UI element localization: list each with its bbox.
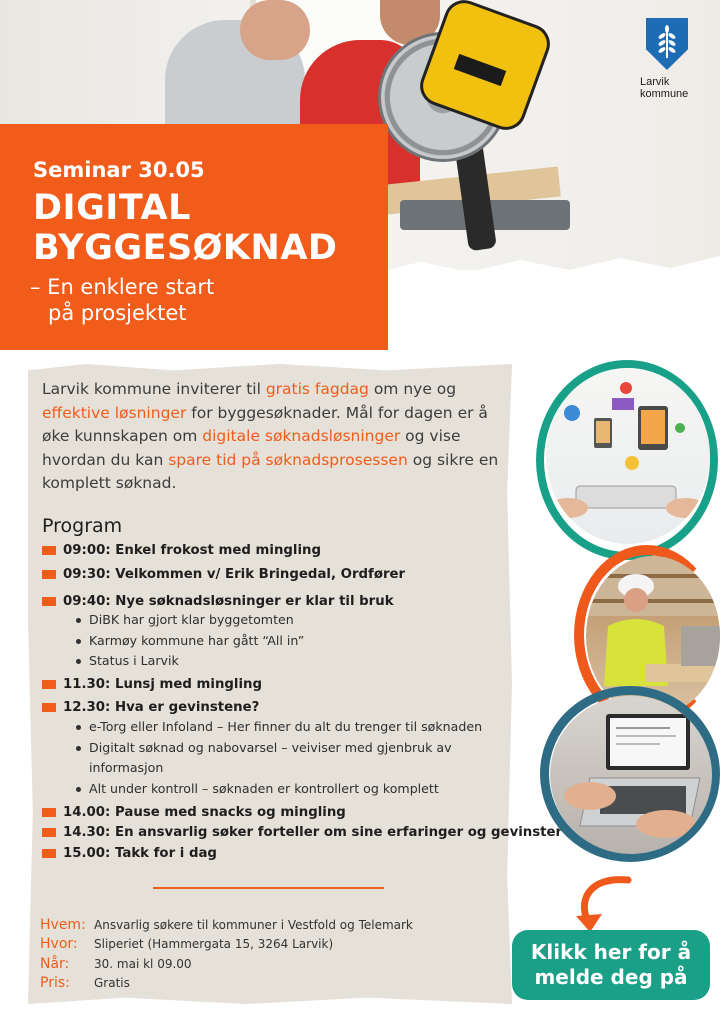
info-label: Hvor: bbox=[40, 936, 78, 953]
program-item-text: 09:00: Enkel frokost med mingling bbox=[63, 543, 322, 558]
orange-square-icon bbox=[42, 597, 56, 606]
subtitle-line2: på prosjektet bbox=[48, 301, 187, 325]
program-item bbox=[42, 805, 346, 820]
logo-name-line2: kommune bbox=[640, 88, 689, 100]
program-item bbox=[42, 825, 562, 840]
logo-name bbox=[640, 76, 688, 100]
orange-square-icon bbox=[42, 808, 56, 817]
info-row-who bbox=[40, 915, 413, 935]
title-line2: BYGGESØKNAD bbox=[33, 228, 338, 268]
info-label: Pris: bbox=[40, 975, 70, 992]
laptop-typing-icon bbox=[550, 696, 712, 854]
bullet-list bbox=[74, 610, 304, 672]
seminar-date: Seminar 30.05 bbox=[33, 158, 205, 182]
program-item bbox=[42, 567, 405, 582]
info-label: Hvem: bbox=[40, 916, 86, 933]
page-title bbox=[33, 188, 338, 268]
info-value: 30. mai kl 09.00 bbox=[94, 956, 192, 971]
bullet-item: Digitalt søknad og nabovarsel – veiviser med gjenbruk av bbox=[74, 738, 482, 759]
program-item-text: 15.00: Takk for i dag bbox=[63, 846, 217, 861]
event-info bbox=[40, 915, 413, 993]
program-item-text: 09:40: Nye søknadsløsninger er klar til bruk bbox=[63, 594, 394, 609]
bullet-item: Status i Larvik bbox=[74, 651, 304, 672]
program-item bbox=[42, 700, 259, 715]
info-value: Gratis bbox=[94, 976, 130, 991]
laptop-typing-photo bbox=[550, 696, 712, 854]
wheat-icon bbox=[654, 24, 680, 62]
program-item bbox=[42, 543, 321, 558]
program-heading: Program bbox=[42, 515, 123, 537]
info-value: Ansvarlig søkere til kommuner i Vestfold og Telemark bbox=[94, 917, 413, 932]
orange-square-icon bbox=[42, 703, 56, 712]
info-value: Sliperiet (Hammergata 15, 3264 Larvik) bbox=[94, 937, 334, 952]
info-row-where bbox=[40, 935, 413, 955]
register-button[interactable] bbox=[512, 930, 710, 1000]
program-item bbox=[42, 594, 394, 609]
intro-highlight: effektive løsninger bbox=[42, 403, 187, 422]
curved-arrow-icon bbox=[568, 872, 648, 938]
intro-text: om nye og bbox=[368, 380, 457, 398]
orange-square-icon bbox=[42, 546, 56, 555]
program-item-text: 14.00: Pause med snacks og mingling bbox=[63, 805, 346, 820]
bullet-item: e-Torg eller Infoland – Her finner du alt du trenger til søknaden bbox=[74, 717, 482, 738]
register-label-line1: Klikk her for å bbox=[530, 940, 692, 964]
register-button-label bbox=[531, 940, 691, 990]
subtitle bbox=[30, 274, 214, 326]
intro-highlight: gratis fagdag bbox=[265, 380, 369, 398]
bullet-item: Karmøy kommune har gått “All in” bbox=[74, 631, 304, 652]
program-item bbox=[42, 677, 262, 692]
orange-square-icon bbox=[42, 680, 56, 689]
title-banner bbox=[0, 124, 388, 350]
program-item-text: 14.30: En ansvarlig søker forteller om sine erfaringer og gevinster bbox=[63, 825, 563, 840]
program-item bbox=[42, 846, 217, 861]
intro-highlight: digitale søknadsløsninger bbox=[202, 427, 401, 446]
bullet-item: DiBK har gjort klar byggetomten bbox=[74, 610, 304, 631]
program-item-text: 09:30: Velkommen v/ Erik Bringedal, Ordfører bbox=[63, 567, 406, 582]
tablet-apps-icon bbox=[546, 368, 710, 544]
orange-square-icon bbox=[42, 849, 56, 858]
worker-arm bbox=[240, 0, 310, 60]
register-label-line2: melde deg på bbox=[534, 965, 688, 989]
intro-text: og vise hvordan du kan bbox=[42, 427, 461, 469]
subtitle-line1: – En enklere start bbox=[30, 275, 215, 299]
info-row-when bbox=[40, 954, 413, 974]
intro-text: Larvik kommune inviterer til bbox=[42, 380, 266, 398]
tablet-apps-illustration bbox=[546, 368, 710, 544]
intro-paragraph bbox=[42, 378, 512, 496]
orange-square-icon bbox=[42, 570, 56, 579]
program-item-text: 11.30: Lunsj med mingling bbox=[63, 677, 263, 692]
divider bbox=[153, 887, 384, 889]
bullet-list bbox=[74, 717, 482, 799]
orange-square-icon bbox=[42, 828, 56, 837]
intro-text: for byggesøknader. Mål for dagen er å øke kunnskapen om bbox=[42, 403, 488, 446]
info-label: Når: bbox=[40, 955, 70, 972]
logo-name-line1: Larvik bbox=[640, 76, 670, 88]
title-line1: DIGITAL bbox=[33, 188, 191, 228]
bullet-item-continued: informasjon bbox=[89, 760, 164, 776]
bullet-item: Alt under kontroll – søknaden er kontrollert og komplett bbox=[74, 779, 482, 800]
intro-text: og sikre en komplett søknad. bbox=[42, 450, 499, 493]
intro-highlight: spare tid på søknadsprosessen bbox=[168, 450, 408, 469]
larvik-kommune-logo bbox=[638, 18, 698, 104]
info-row-price bbox=[40, 974, 413, 994]
program-item-text: 12.30: Hva er gevinstene? bbox=[63, 700, 260, 715]
